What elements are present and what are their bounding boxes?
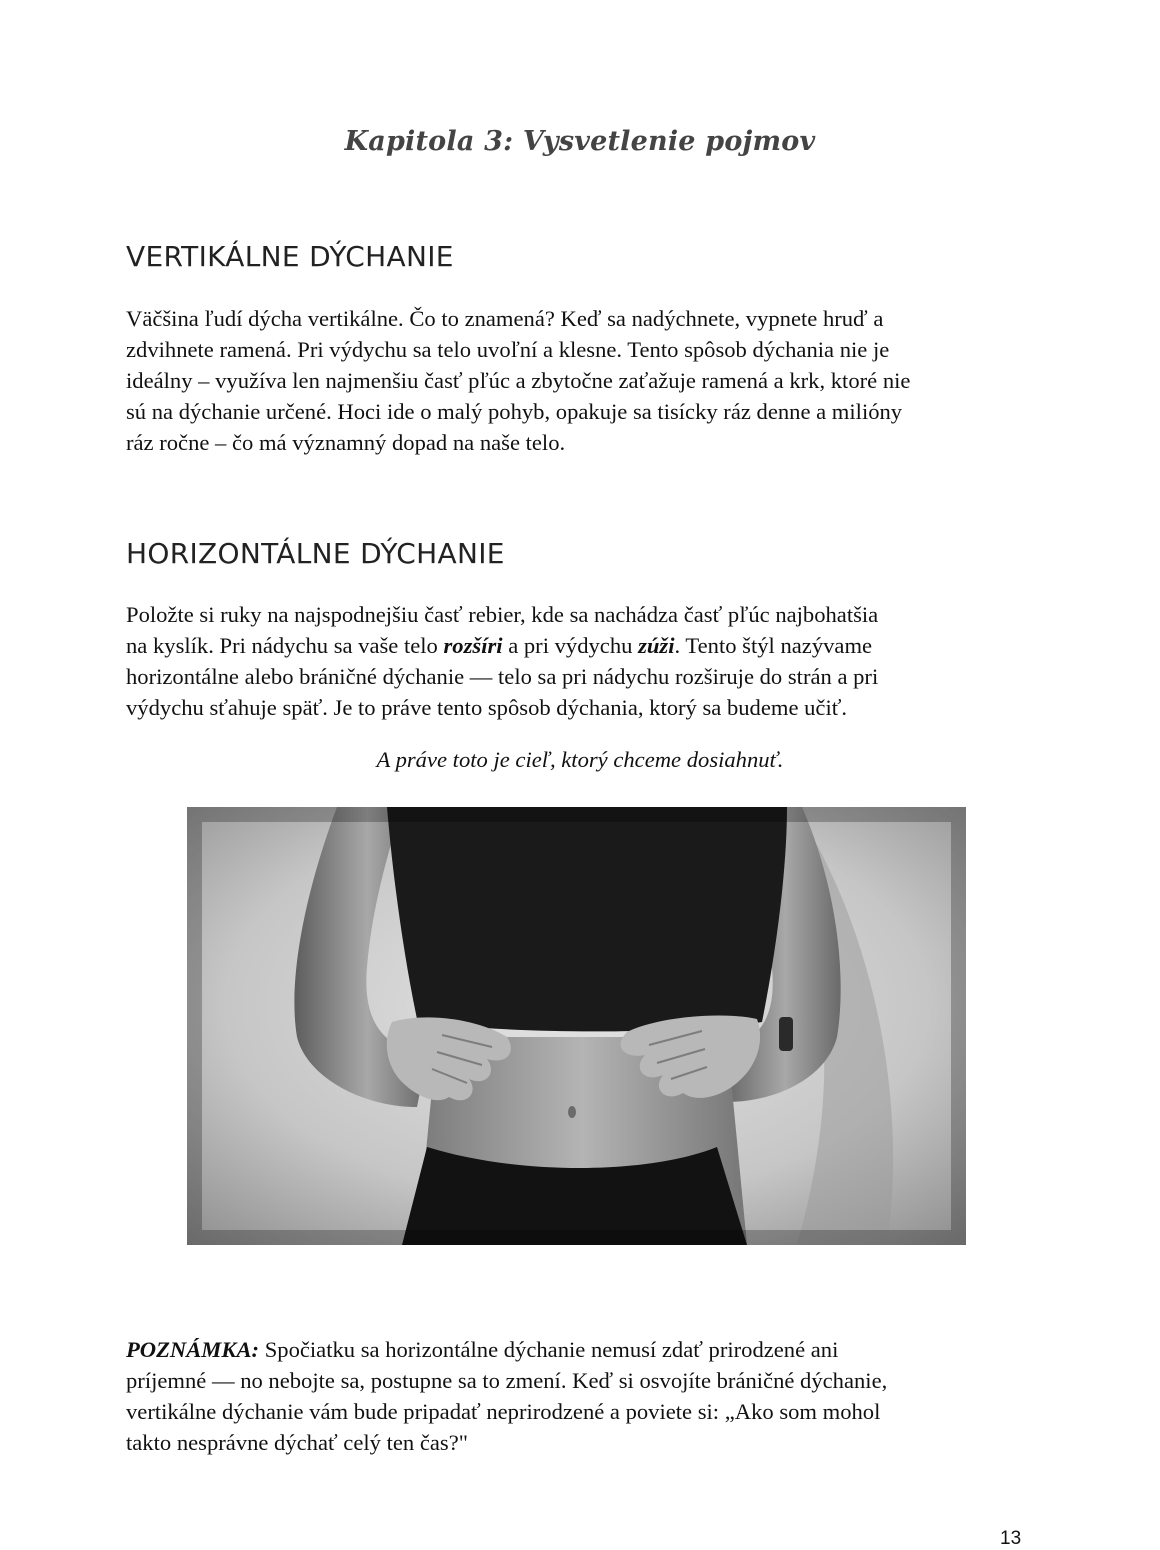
- text-line: horizontálne alebo bráničné dýchanie — telo sa pri nádychu rozširuje do strán a pri: [126, 664, 879, 689]
- text-line: vertikálne dýchanie vám bude pripadať neprirodzené a poviete si: „Ako som mohol: [126, 1399, 881, 1424]
- chapter-title: Kapitola 3: Vysvetlenie pojmov: [344, 126, 816, 157]
- text-segment: na kyslík. Pri nádychu sa vaše telo: [126, 633, 444, 658]
- text-line: takto nesprávne dýchať celý ten čas?": [126, 1430, 468, 1455]
- paragraph-horizontal-breathing: [126, 599, 1036, 723]
- goal-quote: A práve toto je cieľ, ktorý chceme dosiahnuť.: [376, 747, 784, 772]
- section-heading-vertical: VERTIKÁLNE DÝCHANIE: [126, 240, 454, 273]
- text-line: sú na dýchanie určené. Hoci ide o malý pohyb, opakuje sa tisícky ráz denne a milióny: [126, 399, 903, 424]
- text-segment: Spočiatku sa horizontálne dýchanie nemusí zdať prirodzené ani: [259, 1337, 839, 1362]
- text-line: ideálny – využíva len najmenšiu časť pľúc a zbytočne zaťažuje ramená a krk, ktoré nie: [126, 368, 911, 393]
- emphasis-narrow: zúži: [638, 633, 675, 658]
- text-line: príjemné — no nebojte sa, postupne sa to zmení. Keď si osvojíte bráničné dýchanie,: [126, 1368, 888, 1393]
- torso-hands-photo: [187, 807, 966, 1245]
- text-segment: . Tento štýl nazývame: [674, 633, 873, 658]
- text-line: ráz ročne – čo má významný dopad na naše telo.: [126, 430, 566, 455]
- paragraph-note: [126, 1334, 1036, 1458]
- text-segment: a pri výdychu: [502, 633, 639, 658]
- note-label: POZNÁMKA:: [126, 1337, 260, 1362]
- text-line: výdychu sťahuje späť. Je to práve tento spôsob dýchania, ktorý sa budeme učiť.: [126, 695, 848, 720]
- text-line: zdvihnete ramená. Pri výdychu sa telo uvoľní a klesne. Tento spôsob dýchania nie je: [126, 337, 890, 362]
- paragraph-vertical-breathing: [126, 303, 1036, 458]
- text-line: Položte si ruky na najspodnejšiu časť rebier, kde sa nachádza časť pľúc najbohatšia: [126, 602, 879, 627]
- page-number: 13: [1000, 1528, 1022, 1549]
- emphasis-expand: rozšíri: [443, 633, 503, 658]
- section-heading-horizontal: HORIZONTÁLNE DÝCHANIE: [126, 537, 505, 570]
- text-line: Väčšina ľudí dýcha vertikálne. Čo to znamená? Keď sa nadýchnete, vypnete hruď a: [126, 306, 884, 331]
